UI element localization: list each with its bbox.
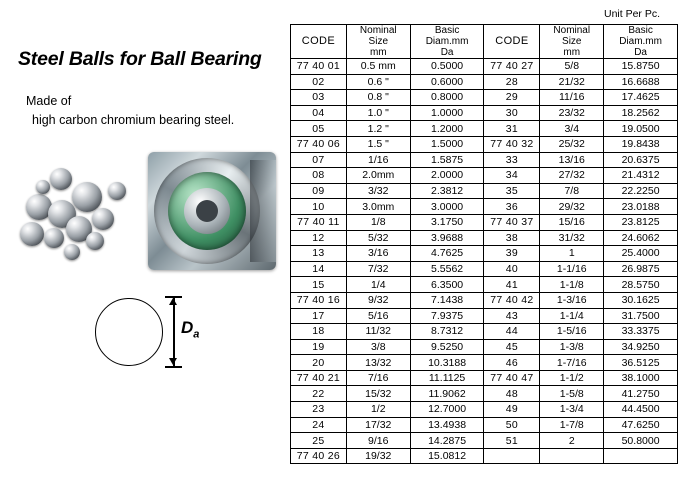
cell-nominal-left: 5/16 [346,308,410,324]
cell-code-right: 43 [484,308,540,324]
cell-basic-right: 41.2750 [604,386,678,402]
cell-code-left: 77 40 26 [291,448,347,464]
cell-basic-left: 1.5000 [410,136,484,152]
cell-basic-left: 11.1125 [410,370,484,386]
cell-basic-right: 21.4312 [604,168,678,184]
cell-basic-right: 50.8000 [604,433,678,449]
table-row [291,402,678,418]
cell-basic-left: 3.1750 [410,214,484,230]
cell-basic-right: 33.3375 [604,324,678,340]
cell-basic-right: 16.6688 [604,74,678,90]
cell-nominal-left: 3/16 [346,246,410,262]
cell-nominal-right: 23/32 [540,105,604,121]
cell-basic-right: 34.9250 [604,339,678,355]
cell-nominal-left: 9/32 [346,292,410,308]
table-row [291,168,678,184]
cell-basic-right: 15.8750 [604,59,678,75]
cell-nominal-right: 1-3/4 [540,402,604,418]
cell-nominal-right: 7/8 [540,183,604,199]
cell-nominal-left: 1.0 " [346,105,410,121]
cell-code-left: 07 [291,152,347,168]
cell-code-right: 46 [484,355,540,371]
table-row [291,105,678,121]
cell-nominal-right: 1-1/4 [540,308,604,324]
cell-nominal-right: 25/32 [540,136,604,152]
cell-basic-right: 20.6375 [604,152,678,168]
cell-basic-left: 0.8000 [410,90,484,106]
cell-code-left: 77 40 01 [291,59,347,75]
page-title: Steel Balls for Ball Bearing [18,48,262,70]
table-row [291,74,678,90]
cell-basic-left: 4.7625 [410,246,484,262]
table-row [291,152,678,168]
table-row [291,292,678,308]
cell-code-left: 77 40 21 [291,370,347,386]
table-row [291,261,678,277]
cell-nominal-right: 11/16 [540,90,604,106]
cell-code-left: 03 [291,90,347,106]
steel-balls-photo [20,160,150,270]
cell-code-right: 41 [484,277,540,293]
cell-nominal-right: 1-5/16 [540,324,604,340]
cell-nominal-right: 1-5/8 [540,386,604,402]
cell-basic-left: 13.4938 [410,417,484,433]
cell-basic-right: 17.4625 [604,90,678,106]
left-panel [0,0,288,492]
cell-code-right: 35 [484,183,540,199]
cell-code-left: 09 [291,183,347,199]
cell-basic-right: 19.8438 [604,136,678,152]
cell-basic-right: 23.8125 [604,214,678,230]
cell-nominal-left: 1.2 " [346,121,410,137]
cell-code-right: 39 [484,246,540,262]
cell-nominal-left: 7/32 [346,261,410,277]
cell-code-right: 44 [484,324,540,340]
cell-nominal-right: 1-3/8 [540,339,604,355]
cell-code-left: 14 [291,261,347,277]
cell-basic-right: 25.4000 [604,246,678,262]
cell-basic-left: 12.7000 [410,402,484,418]
product-description [26,92,276,130]
cell-code-right: 77 40 42 [484,292,540,308]
cell-code-left: 10 [291,199,347,215]
cell-nominal-left: 19/32 [346,448,410,464]
cell-code-left: 19 [291,339,347,355]
cell-basic-left: 7.9375 [410,308,484,324]
header-code-1: CODE [291,25,347,59]
cell-nominal-right: 29/32 [540,199,604,215]
cell-code-right: 33 [484,152,540,168]
cell-basic-left: 0.6000 [410,74,484,90]
cell-basic-left: 0.5000 [410,59,484,75]
cell-nominal-left: 1/16 [346,152,410,168]
cell-basic-left: 5.5562 [410,261,484,277]
cell-nominal-right: 27/32 [540,168,604,184]
cell-basic-right: 30.1625 [604,292,678,308]
unit-note: Unit Per Pc. [604,8,661,20]
header-nominal-1: Nominal Size mm [346,25,410,59]
cell-nominal-left: 1.5 " [346,136,410,152]
header-basic-1: Basic Diam.mm Da [410,25,484,59]
cell-code-right [484,448,540,464]
cell-basic-left: 8.7312 [410,324,484,340]
cell-basic-right: 47.6250 [604,417,678,433]
cell-basic-left: 10.3188 [410,355,484,371]
cell-code-right: 30 [484,105,540,121]
cell-nominal-right: 3/4 [540,121,604,137]
cell-code-left: 13 [291,246,347,262]
cell-basic-right: 28.5750 [604,277,678,293]
cell-basic-right: 23.0188 [604,199,678,215]
cell-code-right: 77 40 47 [484,370,540,386]
table-row [291,246,678,262]
cell-nominal-left: 13/32 [346,355,410,371]
cell-code-right: 45 [484,339,540,355]
cell-basic-left: 14.2875 [410,433,484,449]
cell-nominal-right: 21/32 [540,74,604,90]
cell-code-left: 02 [291,74,347,90]
table-body [291,59,678,464]
cell-nominal-left: 0.6 " [346,74,410,90]
cell-basic-left: 15.0812 [410,448,484,464]
cell-code-left: 12 [291,230,347,246]
cell-code-left: 08 [291,168,347,184]
cell-basic-left: 6.3500 [410,277,484,293]
table-row [291,433,678,449]
cell-code-right: 38 [484,230,540,246]
cell-code-right: 40 [484,261,540,277]
cell-basic-left: 3.9688 [410,230,484,246]
cell-basic-left: 1.5875 [410,152,484,168]
cell-code-left: 18 [291,324,347,340]
cell-code-left: 05 [291,121,347,137]
cell-code-left: 77 40 11 [291,214,347,230]
cell-nominal-right: 5/8 [540,59,604,75]
table-row [291,370,678,386]
cell-basic-right: 24.6062 [604,230,678,246]
cell-basic-left: 7.1438 [410,292,484,308]
cell-code-right: 49 [484,402,540,418]
table-row [291,324,678,340]
cell-basic-right: 38.1000 [604,370,678,386]
cell-nominal-right: 2 [540,433,604,449]
cell-nominal-right: 1-1/2 [540,370,604,386]
cell-basic-right: 19.0500 [604,121,678,137]
cell-nominal-left: 1/4 [346,277,410,293]
table-row [291,386,678,402]
cell-nominal-left: 9/16 [346,433,410,449]
cell-basic-left: 9.5250 [410,339,484,355]
cell-basic-left: 1.2000 [410,121,484,137]
table-header-row [291,25,678,59]
cell-basic-right [604,448,678,464]
cell-nominal-right: 1-7/8 [540,417,604,433]
cell-code-right: 50 [484,417,540,433]
table-row [291,183,678,199]
cell-code-left: 17 [291,308,347,324]
table-row [291,59,678,75]
cell-basic-left: 3.0000 [410,199,484,215]
cell-nominal-left: 1/8 [346,214,410,230]
cell-nominal-right: 1-1/16 [540,261,604,277]
cell-nominal-right: 13/16 [540,152,604,168]
cell-nominal-left: 11/32 [346,324,410,340]
steel-ball-spec-table [290,24,678,464]
cell-nominal-left: 3/8 [346,339,410,355]
cell-code-right: 48 [484,386,540,402]
cell-basic-right: 26.9875 [604,261,678,277]
cell-nominal-left: 3/32 [346,183,410,199]
cell-basic-left: 2.3812 [410,183,484,199]
cell-code-right: 51 [484,433,540,449]
cell-nominal-left: 1/2 [346,402,410,418]
cell-nominal-left: 0.5 mm [346,59,410,75]
table-row [291,199,678,215]
cell-basic-right: 36.5125 [604,355,678,371]
table-row [291,448,678,464]
cell-nominal-right [540,448,604,464]
ball-bearing-photo [148,152,276,270]
cell-code-left: 77 40 16 [291,292,347,308]
table-row [291,90,678,106]
cell-code-right: 34 [484,168,540,184]
cell-code-left: 24 [291,417,347,433]
cell-code-left: 04 [291,105,347,121]
table-row [291,136,678,152]
cell-nominal-left: 2.0mm [346,168,410,184]
table-row [291,230,678,246]
cell-code-right: 77 40 27 [484,59,540,75]
cell-basic-left: 2.0000 [410,168,484,184]
cell-nominal-right: 15/16 [540,214,604,230]
cell-code-left: 25 [291,433,347,449]
cell-nominal-left: 17/32 [346,417,410,433]
cell-nominal-left: 0.8 " [346,90,410,106]
description-line-2: high carbon chromium bearing steel. [32,113,235,127]
header-basic-2: Basic Diam.mm Da [604,25,678,59]
cell-nominal-right: 1-3/16 [540,292,604,308]
cell-basic-left: 11.9062 [410,386,484,402]
table-row [291,339,678,355]
cell-nominal-left: 7/16 [346,370,410,386]
cell-basic-left: 1.0000 [410,105,484,121]
cell-code-right: 28 [484,74,540,90]
cell-basic-right: 31.7500 [604,308,678,324]
cell-nominal-right: 1-7/16 [540,355,604,371]
cell-nominal-left: 15/32 [346,386,410,402]
table-row [291,277,678,293]
table-row [291,355,678,371]
cell-code-right: 36 [484,199,540,215]
cell-code-right: 31 [484,121,540,137]
cell-code-right: 77 40 32 [484,136,540,152]
cell-code-left: 23 [291,402,347,418]
header-nominal-2: Nominal Size mm [540,25,604,59]
cell-basic-right: 18.2562 [604,105,678,121]
cell-basic-right: 44.4500 [604,402,678,418]
table-row [291,121,678,137]
cell-code-left: 22 [291,386,347,402]
diameter-label: $D_a$ [181,318,200,341]
table-row [291,417,678,433]
cell-code-left: 77 40 06 [291,136,347,152]
cell-code-right: 29 [484,90,540,106]
header-code-2: CODE [484,25,540,59]
cell-nominal-left: 3.0mm [346,199,410,215]
cell-nominal-right: 31/32 [540,230,604,246]
ball-outline [95,298,163,366]
cell-nominal-right: 1 [540,246,604,262]
cell-basic-right: 22.2250 [604,183,678,199]
description-line-1: Made of [26,94,72,108]
cell-nominal-right: 1-1/8 [540,277,604,293]
cell-code-right: 77 40 37 [484,214,540,230]
table-row [291,308,678,324]
table-row [291,214,678,230]
cell-code-left: 20 [291,355,347,371]
cell-code-left: 15 [291,277,347,293]
cell-nominal-left: 5/32 [346,230,410,246]
diameter-diagram [95,296,215,370]
